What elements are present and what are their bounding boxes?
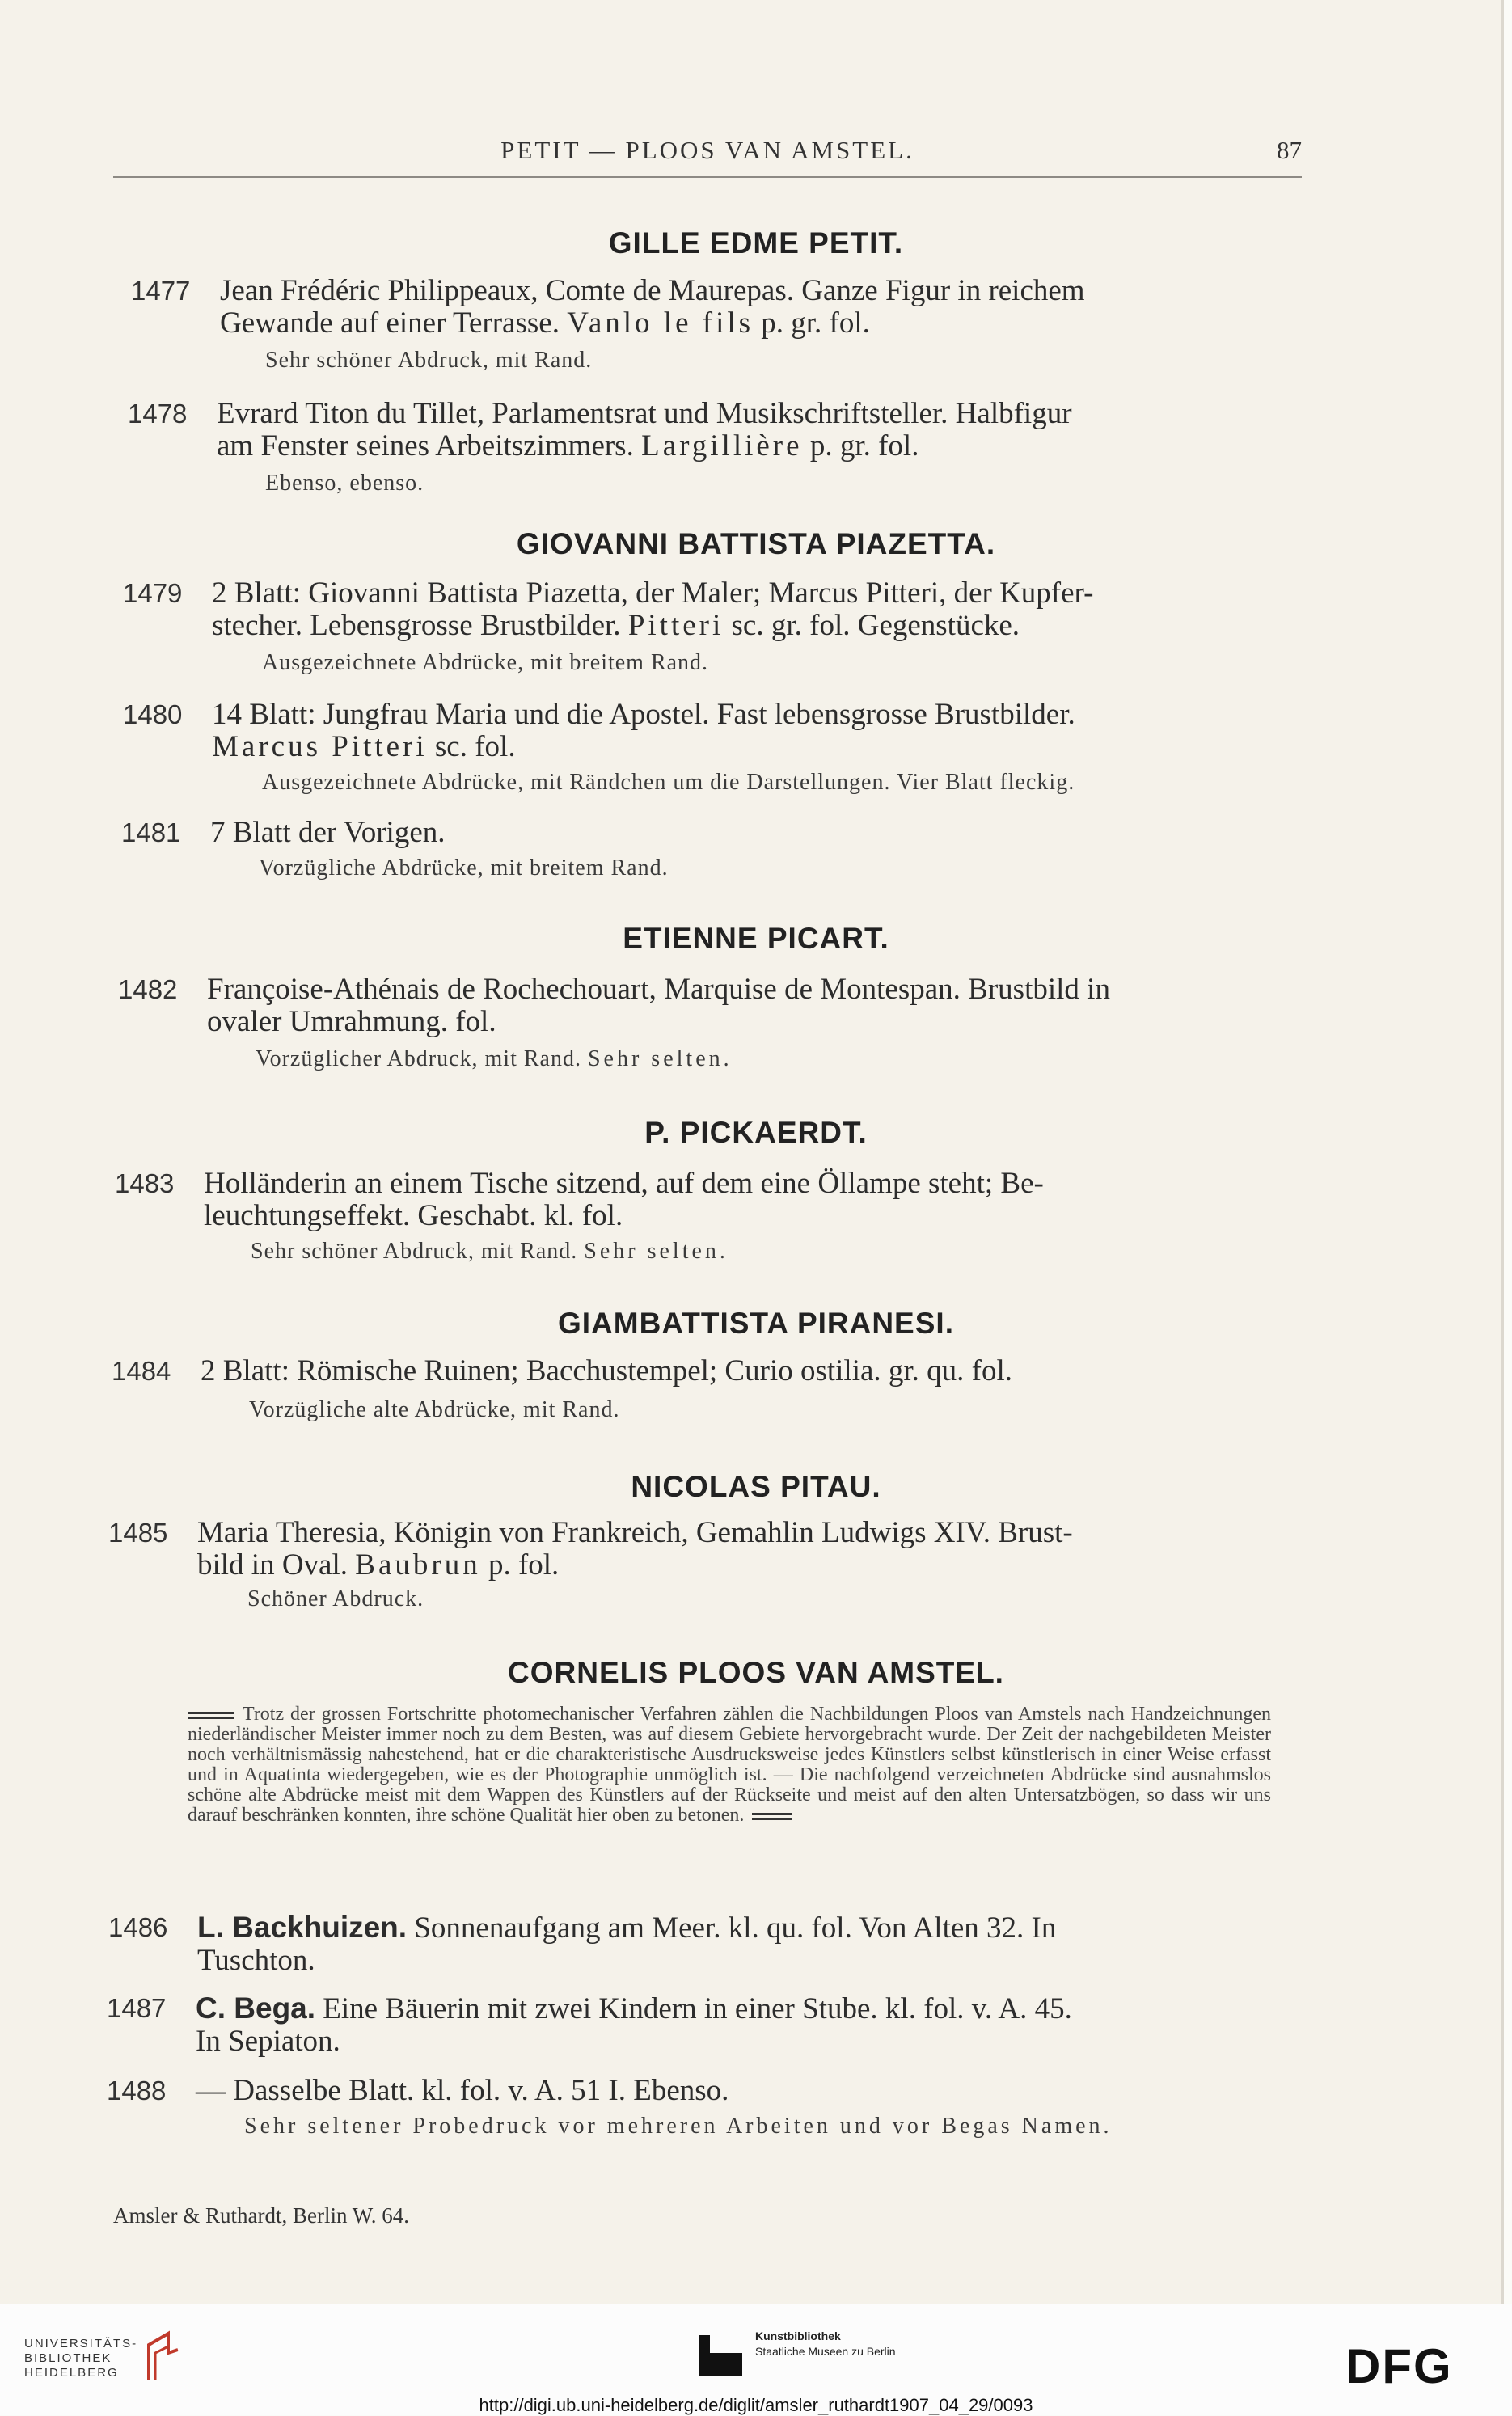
- entry-line: 7 Blatt der Vorigen.: [210, 816, 446, 849]
- entry-number: 1483: [115, 1168, 175, 1198]
- entry-line: 14 Blatt: Jungfrau Maria und die Apostel. Fast lebensgrosse Brustbilder.: [212, 698, 1075, 731]
- catalog-entry-1478: [128, 397, 1072, 463]
- double-rule-ornament: [752, 1813, 792, 1820]
- section-heading-pickaerdt: P. PICKAERDT.: [644, 1116, 868, 1149]
- section-heading-piazetta: GIOVANNI BATTISTA PIAZETTA.: [516, 527, 996, 560]
- section-heading-pitau: NICOLAS PITAU.: [631, 1470, 881, 1503]
- entry-line: 2 Blatt: Giovanni Battista Piazetta, der Maler; Marcus Pitteri, der Kupfer-: [212, 577, 1094, 610]
- section-heading-picart: ETIENNE PICART.: [623, 922, 889, 955]
- catalog-entry-1486: [108, 1911, 1057, 1977]
- kunstbibliothek-label: Kunstbibliothek Staatliche Museen zu Berlin: [755, 2329, 896, 2358]
- entry-note: Ebenso, ebenso.: [265, 471, 424, 496]
- double-rule-ornament: [188, 1712, 234, 1719]
- catalog-entry-1480: [123, 698, 1075, 763]
- viewer-footer: [0, 2304, 1512, 2415]
- header-title: PETIT — PLOOS VAN AMSTEL.: [500, 136, 914, 164]
- dfg-logo[interactable]: DFG: [1345, 2339, 1453, 2393]
- page-number: 87: [1277, 136, 1302, 164]
- catalog-entry-1477: [131, 274, 1085, 340]
- entry-line: Jean Frédéric Philippeaux, Comte de Maurepas. Ganze Figur in reichem: [220, 274, 1085, 307]
- entry-number: 1484: [112, 1356, 171, 1386]
- entry-note: Sehr seltener Probedruck vor mehreren Arbeiten und vor Begas Namen.: [244, 2114, 1113, 2139]
- catalog-entry-1487: [107, 1992, 1072, 2058]
- entry-line: Gewande auf einer Terrasse. Vanlo le fils p. gr. fol.: [220, 306, 870, 340]
- catalog-entry-1484: [112, 1354, 1013, 1388]
- entry-note: Ausgezeichnete Abdrücke, mit Rändchen um die Darstellungen. Vier Blatt fleckig.: [262, 770, 1075, 795]
- entry-line: bild in Oval. Baubrun p. fol.: [197, 1548, 560, 1582]
- entry-number: 1488: [107, 2076, 167, 2106]
- entry-line: stecher. Lebensgrosse Brustbilder. Pitteri sc. gr. fol. Gegenstücke.: [212, 609, 1020, 642]
- printer-imprint: Amsler & Ruthardt, Berlin W. 64.: [113, 2203, 409, 2228]
- running-header: [113, 136, 1302, 178]
- permalink-url[interactable]: http://digi.ub.uni-heidelberg.de/diglit/amsler_ruthardt1907_04_29/0093: [479, 2395, 1033, 2415]
- entry-line: Tuschton.: [197, 1944, 315, 1977]
- entry-line: Françoise-Athénais de Rochechouart, Marquise de Montespan. Brustbild in: [207, 973, 1110, 1006]
- entry-number: 1480: [123, 699, 183, 729]
- section-introduction: Trotz der grossen Fortschritte photomechanischer Verfahren zählen die Nachbildungen Ploos van Amstels nach Handzeichnungen niederländischer Meister immer noch zu dem Besten, was auf diesem Gebiete hervorgebracht wurde. Der Zeit der nachgebildeten Meister noch verhältnismässig nahestehend, hat er die charakteristische Ausdrucksweise jedes Künstlers selbst künstlerisch in einer Weise erfasst und in Aquatinta wiedergegeben, wie es der Photographie unmöglich ist. — Die nachfolgend verzeichneten Abdrücke sind ausnahmslos schöne alte Abdrücke meist mit dem Wappen des Künstlers auf der Rückseite und meist auf den alten Untersatzbögen, so dass wir uns darauf beschränken konnten, ihre schöne Qualität hier oben zu betonen.: [188, 1704, 1271, 1826]
- entry-note: Ausgezeichnete Abdrücke, mit breitem Rand.: [262, 650, 709, 675]
- entry-number: 1481: [121, 817, 181, 847]
- entry-line: leuchtungseffekt. Geschabt. kl. fol.: [204, 1199, 623, 1232]
- entry-line: Maria Theresia, Königin von Frankreich, Gemahlin Ludwigs XIV. Brust-: [197, 1516, 1073, 1549]
- entry-number: 1479: [123, 578, 183, 608]
- entry-note: Schöner Abdruck.: [247, 1586, 424, 1611]
- section-heading-ploos: CORNELIS PLOOS VAN AMSTEL.: [508, 1656, 1004, 1689]
- section-heading-piranesi: GIAMBATTISTA PIRANESI.: [558, 1307, 954, 1340]
- entry-number: 1485: [108, 1518, 168, 1548]
- entry-line: L. Backhuizen. Sonnenaufgang am Meer. kl. qu. fol. Von Alten 32. In: [197, 1911, 1057, 1945]
- heidelberg-emblem-icon: [144, 2329, 181, 2385]
- entry-note: Vorzüglicher Abdruck, mit Rand. Sehr selten.: [256, 1046, 733, 1071]
- entry-note: Vorzügliche Abdrücke, mit breitem Rand.: [259, 855, 669, 881]
- entry-line: C. Bega. Eine Bäuerin mit zwei Kindern in einer Stube. kl. fol. v. A. 45.: [196, 1992, 1072, 2025]
- kunstbibliothek-logo-icon[interactable]: [695, 2329, 745, 2379]
- catalog-entry-1482: [118, 973, 1110, 1038]
- entry-line: am Fenster seines Arbeitszimmers. Largillière p. gr. fol.: [217, 429, 919, 463]
- entry-note: Sehr schöner Abdruck, mit Rand.: [265, 348, 593, 373]
- section-heading-petit: GILLE EDME PETIT.: [608, 226, 904, 260]
- entry-line: In Sepiaton.: [196, 2025, 340, 2058]
- catalog-entry-1485: [108, 1516, 1073, 1582]
- entry-line: Holländerin an einem Tische sitzend, auf dem eine Öllampe steht; Be-: [204, 1167, 1044, 1200]
- entry-line: — Dasselbe Blatt. kl. fol. v. A. 51 I. Ebenso.: [196, 2074, 729, 2107]
- catalog-entry-1479: [123, 577, 1094, 642]
- entry-note: Sehr schöner Abdruck, mit Rand. Sehr selten.: [251, 1239, 729, 1264]
- heidelberg-library-logo[interactable]: UNIVERSITÄTS- BIBLIOTHEK HEIDELBERG: [24, 2337, 138, 2380]
- catalog-entry-1481: [121, 816, 446, 849]
- entry-number: 1478: [128, 399, 188, 429]
- entry-number: 1477: [131, 276, 191, 306]
- entry-line: ovaler Umrahmung. fol.: [207, 1005, 496, 1038]
- entry-line: Evrard Titon du Tillet, Parlamentsrat und Musikschriftsteller. Halbfigur: [217, 397, 1072, 430]
- entry-line: 2 Blatt: Römische Ruinen; Bacchustempel; Curio ostilia. gr. qu. fol.: [201, 1354, 1013, 1388]
- entry-number: 1482: [118, 974, 178, 1004]
- catalog-entry-1488: [107, 2074, 729, 2107]
- entry-line: Marcus Pitteri sc. fol.: [212, 730, 516, 763]
- catalog-entry-1483: [115, 1167, 1044, 1232]
- entry-note: Vorzügliche alte Abdrücke, mit Rand.: [249, 1397, 620, 1422]
- entry-number: 1486: [108, 1912, 168, 1942]
- entry-number: 1487: [107, 1993, 167, 2023]
